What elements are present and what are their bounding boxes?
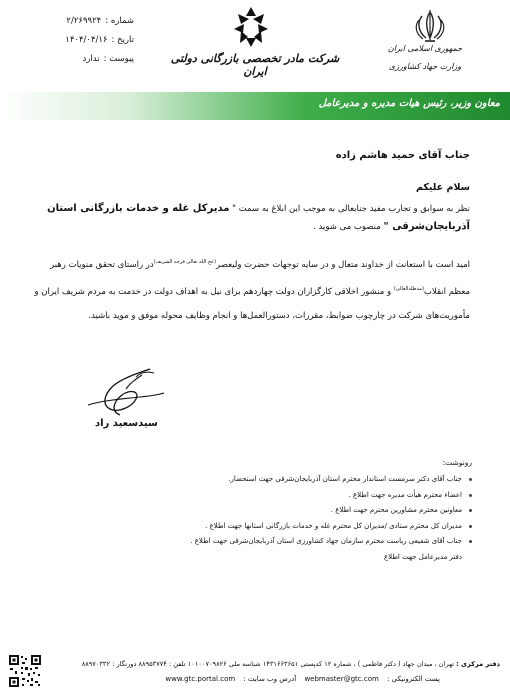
qr-code-icon bbox=[8, 654, 42, 688]
wishes-text-2: در راستای تحقق منویات رهبر معظم انقلاب bbox=[50, 259, 470, 297]
letter-number-label: شماره : bbox=[105, 16, 134, 26]
cc-list bbox=[142, 472, 472, 565]
letter-date-value: ۱۴۰۴/۰۴/۱۶ bbox=[65, 35, 108, 45]
cc-item: معاونین محترم مشاورین محترم جهت اطلاع . bbox=[142, 503, 472, 519]
footer-address bbox=[50, 660, 500, 668]
honorific-1: (عج الله تعالی فرجه الشریف) bbox=[153, 259, 217, 265]
wishes-text-3: و منشور اخلاقی کارگزاران دولت چهاردهم برای نیل به اهداف دولت در خدمت به مردم شریف ایران و مأموریت‌های شرکت در چارچوب ضوابط، مقررات، دستورالعمل‌ها و انجام وظایف محوله موفق و موید باشید. bbox=[34, 286, 470, 321]
cc-item: دفتر مدیرعامل جهت اطلاع bbox=[383, 552, 462, 561]
footer-contacts bbox=[40, 675, 440, 683]
letter-attachment-row bbox=[14, 50, 134, 69]
cc-title: رونوشت: bbox=[442, 458, 472, 467]
ministry-name: وزارت جهاد کشاورزی bbox=[388, 62, 462, 71]
cc-item: اعضاء محترم هیأت مدیره جهت اطلاع . bbox=[142, 488, 472, 504]
handwritten-signature bbox=[80, 365, 180, 420]
greeting: سلام علیکم bbox=[415, 182, 470, 193]
letter-number-row bbox=[14, 12, 134, 31]
letter-meta bbox=[14, 12, 134, 69]
cc-item: مدیران کل محترم ستادی /مدیران کل محترم غله و خدمات بازرگانی استانها جهت اطلاع . bbox=[142, 519, 472, 535]
appointment-paragraph bbox=[30, 200, 470, 236]
footer-website-label: آدرس وب سایت : bbox=[243, 675, 297, 683]
republic-name: جمهوری اسلامی ایران bbox=[387, 44, 463, 53]
footer-website[interactable]: www.gtc.portal.com bbox=[165, 675, 236, 683]
iran-emblem-icon bbox=[408, 8, 452, 44]
appointment-text-1: نظر به سوابق و تجارب مفید جنابعالی به موجب این ابلاغ به سمت " bbox=[232, 204, 470, 214]
letter-attachment-value: ندارد bbox=[82, 54, 100, 64]
footer-email-label: پست الکترونیکی : bbox=[387, 675, 440, 683]
company-logo-icon bbox=[233, 6, 269, 48]
honorific-2: (مدظله‌العالی) bbox=[393, 285, 424, 292]
signer-name: سیدسعید راد bbox=[95, 418, 158, 429]
footer-address-text: تهران ، میدان جهاد ( دکتر فاطمی ) ، شماره ۱۲ کدپستی ۱۴۳۱۶۶۳۶۵۱ شناسه ملی ۱۰۱۰۰۷۰۹۸۲۶ تلفن : ۸۸۹۵۳۷۷۴ دورنگار : ۸۸۹۷۰۳۳۲ bbox=[81, 660, 454, 668]
footer-address-label: دفتر مرکزی : bbox=[456, 660, 500, 668]
company-name: شرکت مادر تخصصی بازرگانی دولتی ایران bbox=[170, 52, 340, 78]
cc-item: جناب آقای دکتر سرمست استاندار محترم استان آذربایجان‌شرقی جهت استحضار. bbox=[142, 472, 472, 488]
footer-email[interactable]: webmaster@gtc.com bbox=[304, 675, 379, 683]
letter-date-label: تاریخ : bbox=[111, 35, 134, 45]
letter-number-value: ۲/۲۶۹۹۲۴ bbox=[66, 16, 102, 26]
wishes-paragraph bbox=[30, 250, 470, 328]
cc-item: جناب آقای شفیعی ریاست محترم سازمان جهاد کشاورزی استان آذربایجان‌شرقی جهت اطلاع . bbox=[142, 534, 472, 550]
wishes-text-1: امید است با استعانت از خداوند متعال و در سایه توجهات حضرت ولیعصر bbox=[216, 259, 470, 270]
sender-title: معاون وزیر، رئیس هیات مدیره و مدیرعامل bbox=[318, 98, 500, 109]
appointment-text-2: منصوب می شوید . bbox=[313, 222, 384, 232]
appointment-position: مدیرکل غله و خدمات بازرگانی استان آذربایجان‌شرقی " bbox=[47, 203, 470, 232]
letter-date-row bbox=[14, 31, 134, 50]
addressee: جناب آقای حمید هاشم زاده bbox=[335, 150, 470, 161]
letter-attachment-label: پیوست : bbox=[103, 54, 134, 64]
